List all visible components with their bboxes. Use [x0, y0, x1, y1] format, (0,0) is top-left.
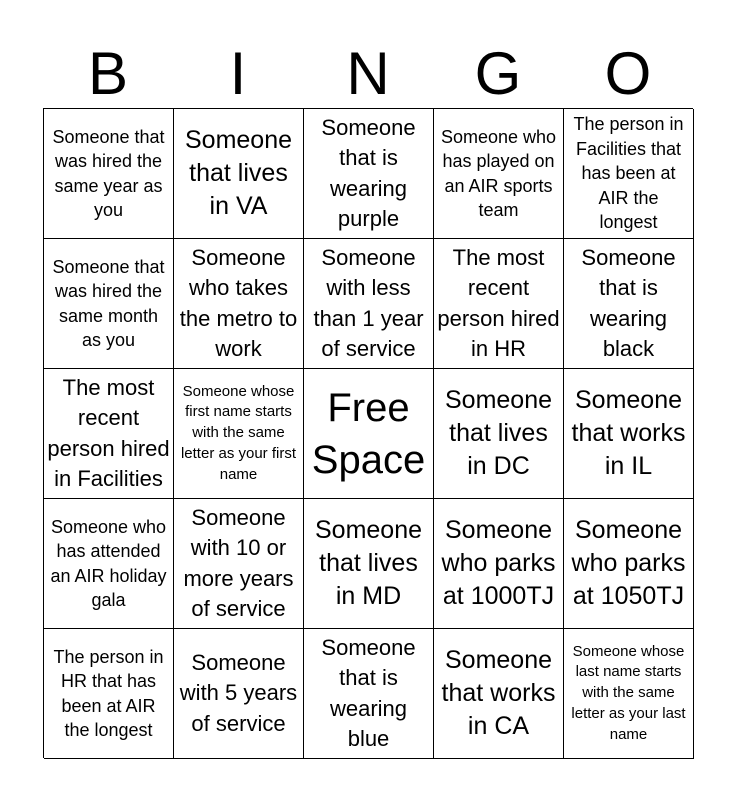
- cell-text: The most recent person hired in HR: [437, 244, 560, 361]
- bingo-cell[interactable]: [434, 369, 564, 499]
- bingo-cell[interactable]: [304, 109, 434, 239]
- header-letter-i: I: [229, 40, 247, 107]
- free-space-cell[interactable]: [304, 369, 434, 499]
- cell-text: Someone that is wearing blue: [321, 634, 416, 751]
- cell-text: Someone who parks at 1000TJ: [441, 515, 556, 611]
- cell-text: Someone that lives in DC: [444, 385, 553, 481]
- cell-text: Someone who takes the metro to work: [179, 244, 298, 361]
- bingo-cell[interactable]: [564, 499, 694, 629]
- bingo-cell[interactable]: [174, 109, 304, 239]
- cell-text: Free Space: [311, 385, 426, 482]
- bingo-cell[interactable]: [44, 109, 174, 239]
- cell-text: Someone who has played on an AIR sports team: [440, 126, 557, 220]
- cell-text: The person in HR that has been at AIR the longest: [53, 646, 164, 740]
- cell-text: Someone that works in CA: [441, 645, 556, 741]
- cell-text: Someone that was hired the same month as you: [52, 256, 165, 350]
- bingo-cell[interactable]: [44, 629, 174, 759]
- bingo-cell[interactable]: [174, 499, 304, 629]
- bingo-cell[interactable]: [564, 629, 694, 759]
- bingo-cell[interactable]: [434, 109, 564, 239]
- bingo-cell[interactable]: [44, 239, 174, 369]
- cell-text: Someone whose last name starts with the same letter as your last name: [571, 642, 686, 743]
- cell-text: Someone that lives in MD: [314, 515, 423, 611]
- bingo-cell[interactable]: [44, 369, 174, 499]
- cell-text: Someone whose first name starts with the same letter as your first name: [180, 382, 297, 483]
- bingo-cell[interactable]: [434, 239, 564, 369]
- bingo-cell[interactable]: [434, 629, 564, 759]
- cell-text: Someone that works in IL: [571, 385, 686, 481]
- cell-text: Someone who has attended an AIR holiday gala: [50, 516, 167, 610]
- cell-text: The most recent person hired in Facilities: [47, 374, 170, 491]
- cell-text: Someone with 5 years of service: [179, 649, 298, 736]
- bingo-cell[interactable]: [564, 109, 694, 239]
- bingo-cell[interactable]: [44, 499, 174, 629]
- header-letter-o: O: [604, 40, 652, 107]
- bingo-cell[interactable]: [304, 629, 434, 759]
- bingo-cell[interactable]: [564, 369, 694, 499]
- header-letter-g: G: [474, 40, 522, 107]
- bingo-cell[interactable]: [304, 499, 434, 629]
- cell-text: Someone that was hired the same year as you: [52, 126, 165, 220]
- bingo-cell[interactable]: [304, 239, 434, 369]
- cell-text: Someone with less than 1 year of service: [313, 244, 424, 361]
- bingo-cell[interactable]: [174, 239, 304, 369]
- bingo-cell[interactable]: [174, 369, 304, 499]
- bingo-cell[interactable]: [564, 239, 694, 369]
- bingo-cell[interactable]: [434, 499, 564, 629]
- bingo-header: [43, 40, 693, 108]
- cell-text: The person in Facilities that has been at AIR the longest: [573, 114, 684, 233]
- cell-text: Someone that lives in VA: [184, 125, 293, 221]
- bingo-grid: [43, 108, 693, 758]
- bingo-cell[interactable]: [174, 629, 304, 759]
- cell-text: Someone with 10 or more years of service: [183, 504, 294, 621]
- cell-text: Someone who parks at 1050TJ: [571, 515, 686, 611]
- header-letter-b: B: [87, 40, 129, 107]
- cell-text: Someone that is wearing black: [581, 244, 676, 361]
- cell-text: Someone that is wearing purple: [321, 114, 416, 231]
- header-letter-n: N: [346, 40, 390, 107]
